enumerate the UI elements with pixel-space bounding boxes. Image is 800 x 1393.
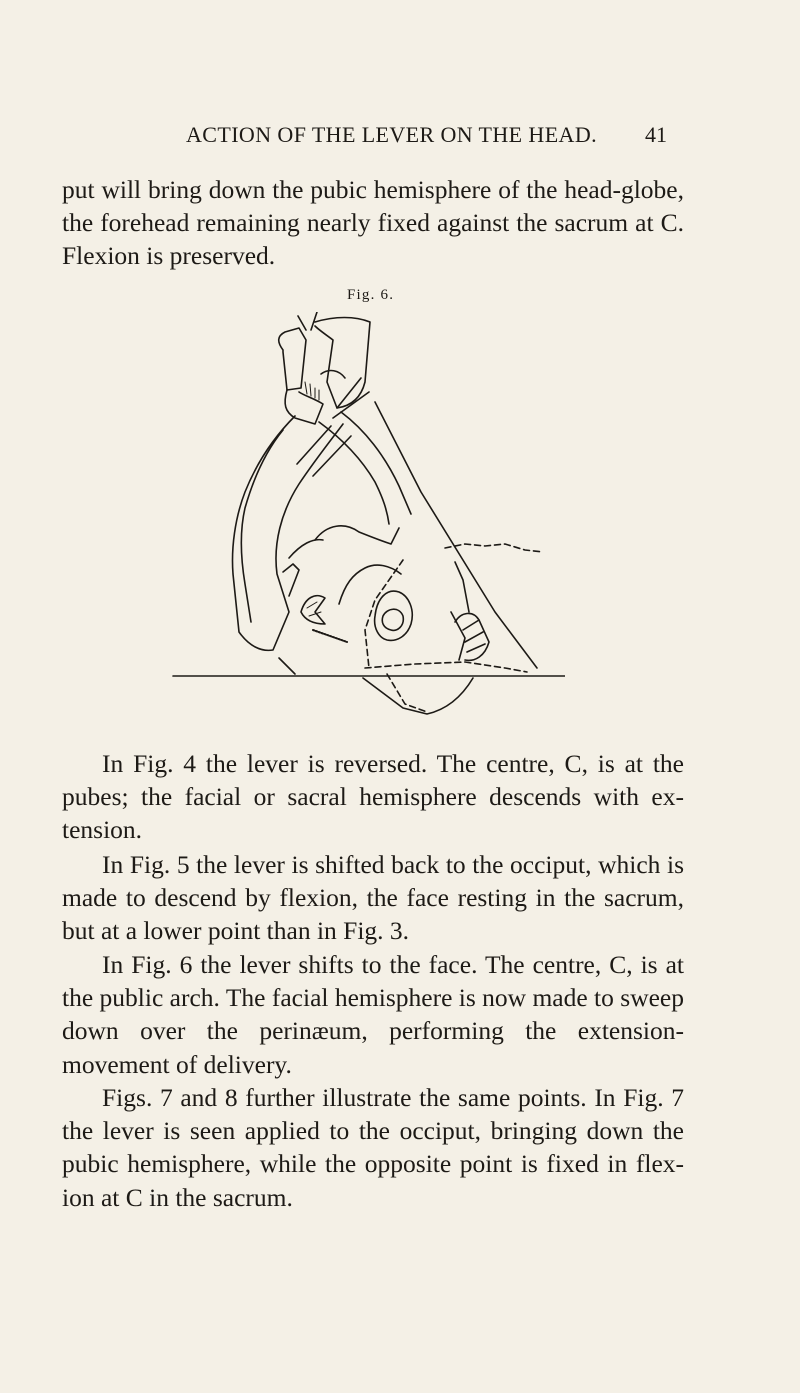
forceps-blade-left [233, 416, 344, 650]
ear-detail [307, 602, 321, 616]
side-line [455, 562, 469, 612]
page-number: 41 [645, 122, 667, 147]
forceps-shank [333, 378, 369, 418]
fetal-head [289, 540, 323, 558]
axis-dashed [387, 674, 427, 712]
forceps-handle [298, 312, 317, 330]
hatch [313, 630, 347, 642]
side-line [279, 658, 295, 674]
forceps-head-figure [165, 312, 565, 718]
pelvic-ring [382, 609, 403, 630]
fetal-head [315, 526, 399, 544]
axis-dashed [445, 544, 543, 552]
forceps-ridges [305, 382, 319, 400]
paragraph-figs7-8: Figs. 7 and 8 further illustrate the same points. In Fig. 7 the lever is seen applied to the occiput, bringing down the pubic hemisphere, while the opposite point is fixed in flex-ion at C in the sacrum. [62, 1083, 684, 1212]
paragraph-fig4: In Fig. 4 the lever is reversed. The centre, C, is at the pubes; the facial or sacral hemisphere descends with ex-tension. [62, 749, 684, 845]
axis-dashed [365, 662, 527, 672]
forceps-cross [297, 426, 351, 476]
fetal-head [283, 564, 299, 596]
paragraph-fig6: In Fig. 6 the lever shifts to the face. The centre, C, is at the public arch. The facial hemisphere is now made to sweep down over the perinæum, performing the extension-movement of delivery. [62, 950, 684, 1079]
forceps-handle [321, 371, 345, 378]
figure-caption: Fig. 6. [347, 287, 395, 303]
outlet-line [363, 678, 473, 714]
forceps-shank [285, 390, 323, 424]
forceps-blade-right [341, 412, 411, 514]
forceps-blade-right [319, 422, 389, 524]
paragraph-fig5: In Fig. 5 the lever is shifted back to the occiput, which is made to descend by flexion, the face resting in the sacrum, but at a lower point than in Fig. 3. [62, 850, 684, 946]
running-title: ACTION OF THE LEVER ON THE HEAD. [186, 122, 598, 147]
paragraph-intro: put will bring down the pubic hemisphere of the head-globe, the forehead remaining nearly fixed against the sacrum at C. Flexion is preserved. [62, 175, 684, 271]
pelvic-ring [375, 591, 413, 640]
running-head [0, 122, 800, 156]
forceps-handle [279, 328, 306, 390]
ear-detail [301, 596, 325, 624]
pubic-arch [339, 565, 401, 604]
forceps-handle [315, 318, 370, 409]
